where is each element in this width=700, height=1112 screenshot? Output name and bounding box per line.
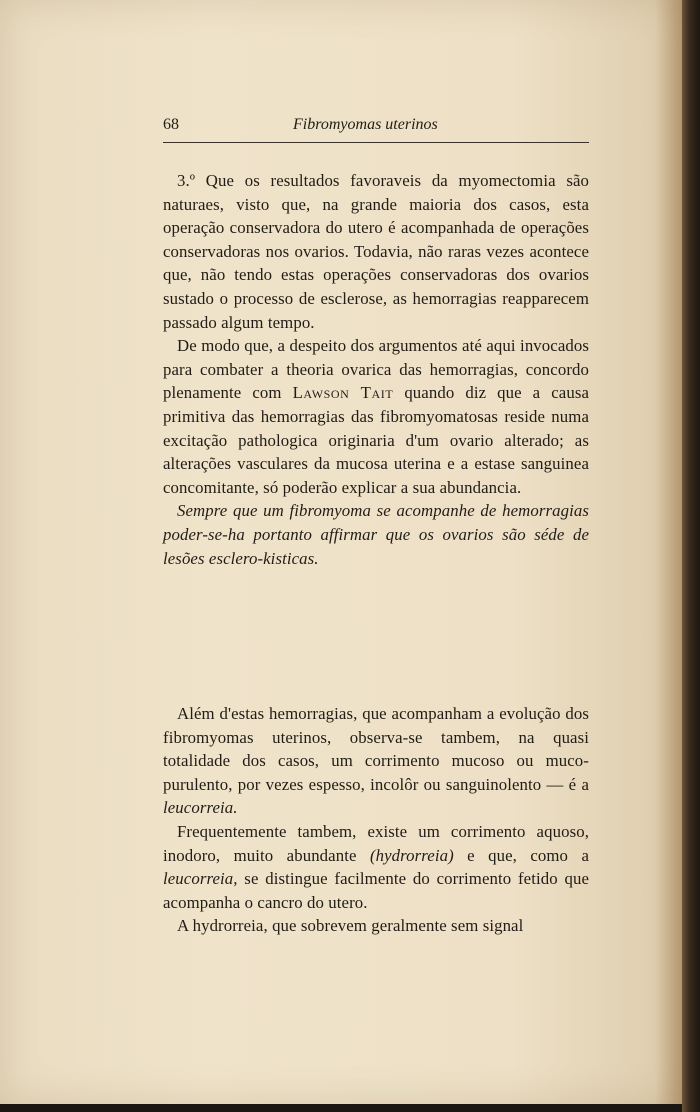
paragraph-lawson-tait: [163, 334, 589, 499]
text-block-bottom: [163, 702, 589, 938]
paragraph-leucorreia: [163, 702, 589, 820]
paragraph-text: se distingue facilmente do corrimento fetido que acompanha o cancro do utero.: [163, 869, 589, 912]
author-name: Lawson Tait: [292, 383, 394, 403]
page-header: [163, 114, 589, 143]
paragraph-conclusion-3: [163, 169, 589, 334]
paragraph-text: e que, como a: [453, 845, 589, 865]
paragraph-hydrorreia: [163, 820, 589, 914]
paragraph-continued: [163, 914, 589, 938]
italic-term: leucorreia.: [163, 798, 238, 818]
paragraph-text: De modo que, a despeito dos argumentos até aqui invocados para combater a theoria ovarica das hemorragias, concordo plenamente com: [163, 336, 589, 403]
italic-text: Sempre que um fibromyoma se acompanhe de hemorragias poder-se-ha portanto affirmar que os ovarios são séde de lesões esclero-kisticas.: [163, 501, 589, 568]
italic-term: (hydrorreia): [369, 845, 454, 865]
book-spine-shadow: [682, 0, 700, 1112]
paragraph-italic-conclusion: [163, 499, 589, 570]
running-title: Fibromyomas uterinos: [293, 116, 438, 133]
paragraph-text: quando diz que a causa primitiva das hemorragias das fibromyomatosas reside numa excitação pathologica originaria d'um ovario alterado; as alterações vasculares da mucosa uterina e a estase sanguinea concomitante, só poderão explicar a sua abundancia.: [163, 383, 590, 497]
paragraph-text: 3.º Que os resultados favoraveis da myomectomia são naturaes, visto que, na grande maioria dos casos, esta operação conservadora do utero é acompanhada de operações conservadoras nos ovarios. Todavia, não raras vezes acontece que, não tendo estas operações conservadoras dos ovarios sustado o processo de esclerose, as hemorragias reapparecem passado algum tempo.: [163, 171, 589, 332]
italic-term: leucorreia,: [163, 869, 238, 889]
paragraph-text: Além d'estas hemorragias, que acompanham a evolução dos fibromyomas uterinos, observa-se tambem, na quasi totalidade dos casos, um corrimento mucoso ou muco-purulento, por vezes espesso, incolôr ou sanguinolento — é a: [163, 704, 589, 794]
paragraph-text: A hydrorreia, que sobrevem geralmente sem signal: [177, 916, 524, 936]
text-block-top: [163, 169, 589, 570]
page-number: 68: [163, 116, 179, 133]
paragraph-text: Frequentemente tambem, existe um corrimento aquoso, inodoro, muito abundante: [163, 821, 589, 865]
